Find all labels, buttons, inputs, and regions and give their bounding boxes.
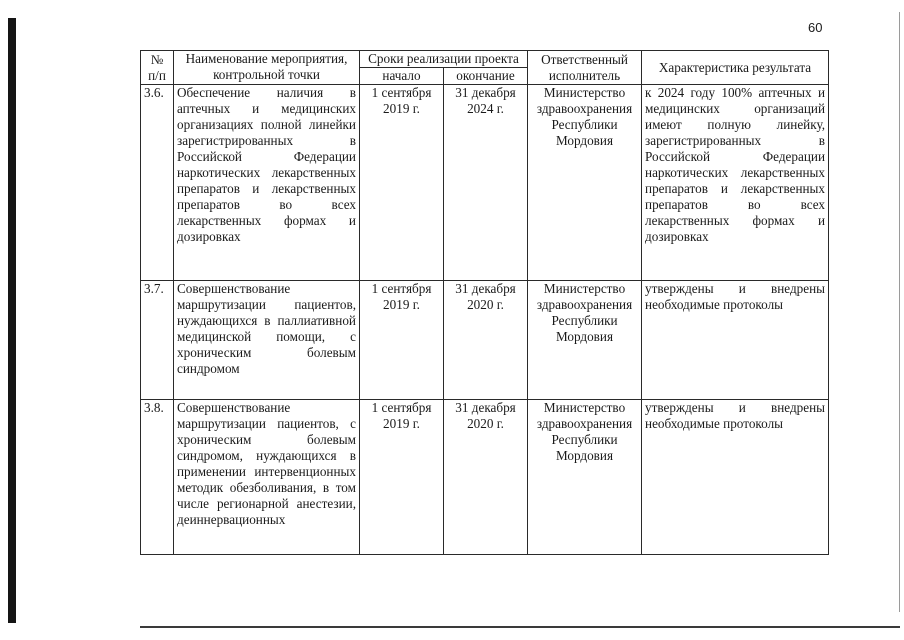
- table-row: [141, 281, 829, 400]
- row-activity: Совершенствование маршрутизации пациентов, с хроническим болевым синдромом, нуждающихся в применении интервенционных методик обезболивания, в том числе регионарной анестезии, деиннервационных: [174, 400, 360, 555]
- row-end: 31 декабря 2020 г.: [444, 400, 528, 555]
- row-executor: Министерство здравоохранения Республики Мордовия: [528, 400, 642, 555]
- row-num: 3.6.: [141, 85, 174, 281]
- row-activity: Совершенствование маршрутизации пациентов, нуждающихся в паллиативной медицинской помощи, с хроническим болевым синдромом: [174, 281, 360, 400]
- row-num: 3.8.: [141, 400, 174, 555]
- row-result: утверждены и внедрены необходимые протоколы: [642, 281, 829, 400]
- activities-table: [140, 50, 829, 555]
- row-end: 31 декабря 2024 г.: [444, 85, 528, 281]
- row-executor: Министерство здравоохранения Республики Мордовия: [528, 281, 642, 400]
- row-end: 31 декабря 2020 г.: [444, 281, 528, 400]
- header-num: № п/п: [141, 51, 174, 85]
- row-start: 1 сентября 2019 г.: [360, 400, 444, 555]
- table-row: [141, 400, 829, 555]
- row-start: 1 сентября 2019 г.: [360, 281, 444, 400]
- row-activity: Обеспечение наличия в аптечных и медицинских организациях полной линейки зарегистрированных в Российской Федерации наркотических лекарственных препаратов и лекарственных препаратов во всех лекарственных формах и дозировках: [174, 85, 360, 281]
- row-result: утверждены и внедрены необходимые протоколы: [642, 400, 829, 555]
- row-executor: Министерство здравоохранения Республики Мордовия: [528, 85, 642, 281]
- table-row: [141, 85, 829, 281]
- page-number: 60: [808, 20, 823, 35]
- row-result: к 2024 году 100% аптечных и медицинских организаций имеют полную линейку, зарегистрированных в Российской Федерации наркотических лекарственных препаратов и лекарственных препаратов во всех лекарственных формах и дозировках: [642, 85, 829, 281]
- row-num: 3.7.: [141, 281, 174, 400]
- header-start: начало: [360, 68, 444, 85]
- row-start: 1 сентября 2019 г.: [360, 85, 444, 281]
- scan-edge-line: [899, 12, 900, 612]
- header-name: Наименование мероприятия, контрольной точки: [174, 51, 360, 85]
- scan-bottom-line: [140, 626, 900, 628]
- header-period: Сроки реализации проекта: [360, 51, 528, 68]
- header-result: Характеристика результата: [642, 51, 829, 85]
- table-header-row: [141, 51, 829, 68]
- header-end: окончание: [444, 68, 528, 85]
- scan-edge-bar: [8, 18, 16, 623]
- header-executor: Ответственный исполнитель: [528, 51, 642, 85]
